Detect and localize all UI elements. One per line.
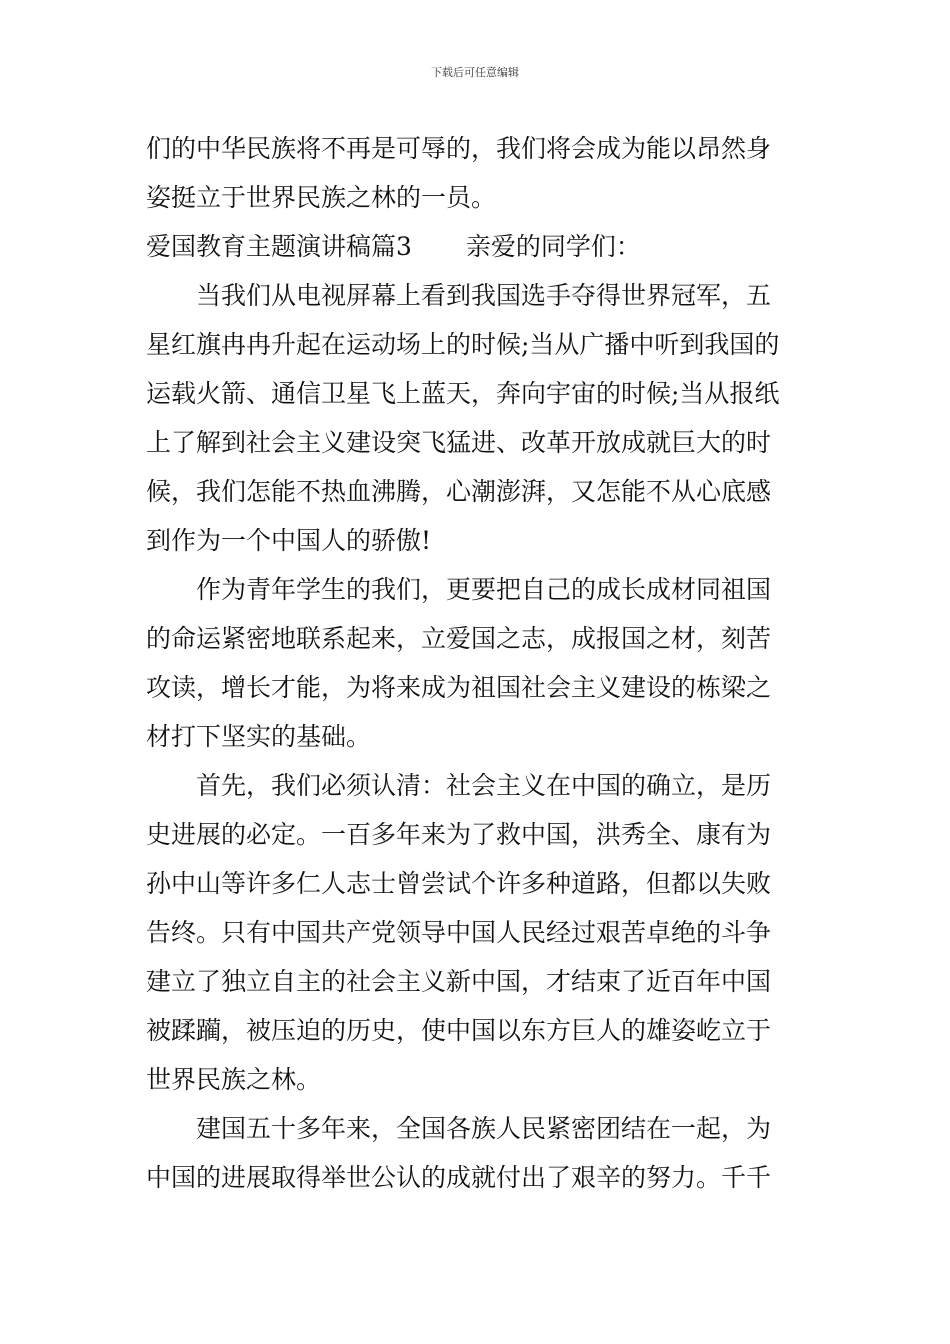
paragraph-line: 当我们从电视屏幕上看到我国选手夺得世界冠军，五 xyxy=(146,281,772,310)
paragraph-line: 们的中华民族将不再是可辱的，我们将会成为能以昂然身 xyxy=(146,134,772,163)
paragraph-line: 运载火箭、通信卫星飞上蓝天，奔向宇宙的时候;当从报纸 xyxy=(146,379,780,408)
paragraph-line: 到作为一个中国人的骄傲! xyxy=(146,526,432,555)
paragraph-line: 的命运紧密地联系起来，立爱国之志，成报国之材，刻苦 xyxy=(146,624,772,653)
paragraph-line: 材打下坚实的基础。 xyxy=(146,722,372,751)
paragraph-line: 告终。只有中国共产党领导中国人民经过艰苦卓绝的斗争 xyxy=(146,918,772,947)
paragraph-line: 上了解到社会主义建设突飞猛进、改革开放成就巨大的时 xyxy=(146,428,772,457)
paragraph-line: 建立了独立自主的社会主义新中国，才结束了近百年中国 xyxy=(146,967,772,996)
paragraph-line: 星红旗冉冉升起在运动场上的时候;当从广播中听到我国的 xyxy=(146,330,780,359)
paragraph-line: 史进展的必定。一百多年来为了救中国，洪秀全、康有为 xyxy=(146,820,772,849)
paragraph-line: 被蹂躏，被压迫的历史，使中国以东方巨人的雄姿屹立于 xyxy=(146,1016,772,1045)
paragraph-line: 世界民族之林。 xyxy=(146,1065,322,1094)
section-title: 爱国教育主题演讲稿篇3 xyxy=(146,232,412,261)
paragraph-line: 候，我们怎能不热血沸腾，心潮澎湃，又怎能不从心底感 xyxy=(146,477,772,506)
section-heading-line xyxy=(146,222,808,271)
salutation: 亲爱的同学们： xyxy=(465,232,641,261)
paragraph-line: 中国的进展取得举世公认的成就付出了艰辛的努力。千千 xyxy=(146,1163,772,1192)
page-header: 下载后可任意编辑 xyxy=(431,66,519,79)
paragraph-line: 孙中山等许多仁人志士曾尝试个许多种道路，但都以失败 xyxy=(146,869,772,898)
paragraph-line: 攻读，增长才能，为将来成为祖国社会主义建设的栋梁之 xyxy=(146,673,772,702)
paragraph-line: 建国五十多年来，全国各族人民紧密团结在一起，为 xyxy=(146,1114,772,1143)
paragraph-line: 首先，我们必须认清：社会主义在中国的确立，是历 xyxy=(146,771,772,800)
paragraph-line: 姿挺立于世界民族之林的一员。 xyxy=(146,183,497,212)
document-body xyxy=(146,124,808,1202)
paragraph-line: 作为青年学生的我们，更要把自己的成长成材同祖国 xyxy=(146,575,772,604)
